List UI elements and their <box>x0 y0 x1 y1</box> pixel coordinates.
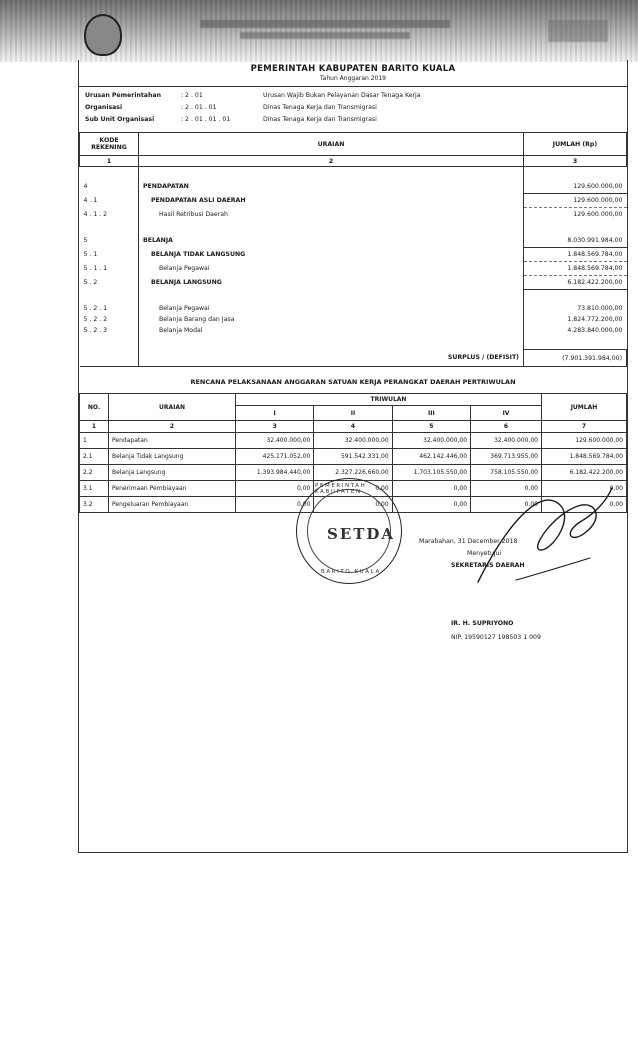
q4-value: 0,00 <box>471 481 542 497</box>
q4-value: 0,00 <box>471 497 542 513</box>
govt-title: PEMERINTAH KABUPATEN BARITO KUALA <box>250 64 456 74</box>
surplus-value: (7.901.391.984,00) <box>524 350 627 367</box>
total-value: 0,00 <box>542 481 627 497</box>
uraian: PENDAPATAN ASLI DAERAH <box>139 194 524 208</box>
col-number: 6 <box>471 421 542 433</box>
col-number: 1 <box>80 156 139 167</box>
col-header-jumlah: JUMLAH <box>542 394 627 421</box>
uraian: Belanja Modal <box>139 325 524 336</box>
rencana-title: RENCANA PELAKSANAAN ANGGARAN SATUAN KERJA PERANGKAT DAERAH PERTRIWULAN <box>190 378 516 386</box>
jumlah: 129.600.000,00 <box>573 211 623 218</box>
q4-value: 32.400.000,00 <box>471 433 542 449</box>
jumlah: 4.283.840.000,00 <box>567 327 623 334</box>
table-row <box>80 303 627 314</box>
col-number: 5 <box>392 421 470 433</box>
row-no: 1 <box>80 433 109 449</box>
row-no: 2.2 <box>80 465 109 481</box>
table-row <box>80 314 627 325</box>
q3-value: 0,00 <box>392 481 470 497</box>
q3-value: 0,00 <box>392 497 470 513</box>
official-seal <box>296 478 402 584</box>
jumlah: 8.030.991.984,00 <box>524 234 627 248</box>
row-uraian: Penerimaan Pembiayaan <box>109 481 236 497</box>
info-code: : 2 . 01 . 01 . 01 <box>181 116 231 123</box>
col-header-q3: III <box>392 406 470 421</box>
info-label: Urusan Pemerintahan <box>85 92 161 99</box>
kode: 5 . 2 . 1 <box>80 303 139 314</box>
info-label: Sub Unit Organisasi <box>85 116 155 123</box>
jumlah: 129.600.000,00 <box>524 194 627 208</box>
kode: 5 . 2 <box>80 276 139 290</box>
table-row <box>80 325 627 336</box>
fiscal-year: Tahun Anggaran 2019 <box>320 75 386 82</box>
document-page <box>78 60 628 853</box>
q3-value: 1.703.105.550,00 <box>392 465 470 481</box>
regency-logo <box>84 14 122 56</box>
row-uraian: Belanja Langsung <box>109 465 236 481</box>
uraian: BELANJA LANGSUNG <box>139 276 524 290</box>
uraian: Belanja Barang dan Jasa <box>139 314 524 325</box>
table-row <box>80 248 627 262</box>
col-header-uraian: URAIAN <box>139 133 524 156</box>
q1-value: 0,00 <box>236 497 314 513</box>
col-number: 3 <box>236 421 314 433</box>
q2-value: 591.542.331,00 <box>314 449 392 465</box>
kode: 4 <box>80 180 139 194</box>
row-no: 3.2 <box>80 497 109 513</box>
seal-bottom-text: BARITO KUALA <box>321 569 381 575</box>
row-uraian: Belanja Tidak Langsung <box>109 449 236 465</box>
col-number: 7 <box>542 421 627 433</box>
q4-value: 369.713.955,00 <box>471 449 542 465</box>
sign-approved: Menyetujui <box>467 550 502 557</box>
blurred-header-line <box>200 20 450 28</box>
info-label: Organisasi <box>85 104 123 111</box>
q3-value: 32.400.000,00 <box>392 433 470 449</box>
table-row <box>80 433 627 449</box>
col-header-q1: I <box>236 406 314 421</box>
jumlah: 1.848.569.784,00 <box>524 262 627 276</box>
jumlah: 6.182.422.200,00 <box>524 276 627 290</box>
total-value: 0,00 <box>542 497 627 513</box>
surplus-label: SURPLUS / (DEFISIT) <box>139 350 524 367</box>
blurred-header-line <box>240 32 410 39</box>
info-code: : 2 . 01 . 01 <box>181 104 217 111</box>
kode: 5 . 2 . 2 <box>80 314 139 325</box>
kode: 5 . 1 <box>80 248 139 262</box>
budget-summary-table <box>79 132 627 367</box>
kode: 5 . 1 . 1 <box>80 262 139 276</box>
seal-center-text: SETDA <box>327 525 396 543</box>
q3-value: 462.142.446,00 <box>392 449 470 465</box>
info-name: Urusan Wajib Bukan Pelayanan Dasar Tenaga Kerja <box>263 92 421 99</box>
seal-top-text: PEMERINTAH KABUPATEN <box>315 483 367 495</box>
kode: 5 <box>80 234 139 248</box>
q2-value: 32.400.000,00 <box>314 433 392 449</box>
q1-value: 425.171.052,00 <box>236 449 314 465</box>
col-number: 3 <box>524 156 627 167</box>
table-row <box>80 194 627 208</box>
col-header-uraian: URAIAN <box>109 394 236 421</box>
row-no: 2.1 <box>80 449 109 465</box>
col-header-triwulan: TRIWULAN <box>236 394 542 406</box>
uraian: PENDAPATAN <box>139 180 524 194</box>
handwritten-signature <box>468 462 618 594</box>
jumlah: 73.810.000,00 <box>577 305 623 312</box>
surplus-row <box>80 350 627 367</box>
uraian: BELANJA TIDAK LANGSUNG <box>139 248 524 262</box>
jumlah: 129.600.000,00 <box>524 180 627 194</box>
col-number: 4 <box>314 421 392 433</box>
q1-value: 1.393.984.440,00 <box>236 465 314 481</box>
kode: 5 . 2 . 3 <box>80 325 139 336</box>
q2-value: 0,00 <box>314 481 392 497</box>
info-name: Dinas Tenaga Kerja dan Transmigrasi <box>263 104 377 111</box>
kode: 4 . 1 <box>80 194 139 208</box>
q1-value: 32.400.000,00 <box>236 433 314 449</box>
table-row <box>80 234 627 248</box>
jumlah: 1.848.569.784,00 <box>524 248 627 262</box>
q1-value: 0,00 <box>236 481 314 497</box>
jumlah: 1.824.772.200,00 <box>567 316 623 323</box>
row-uraian: Pendapatan <box>109 433 236 449</box>
q4-value: 758.105.550,00 <box>471 465 542 481</box>
q2-value: 2.327.226.660,00 <box>314 465 392 481</box>
total-value: 6.182.422.200,00 <box>542 465 627 481</box>
total-value: 129.600.000,00 <box>542 433 627 449</box>
table-row <box>80 262 627 276</box>
uraian: BELANJA <box>139 234 524 248</box>
uraian: Belanja Pegawai <box>139 303 524 314</box>
uraian: Belanja Pegawai <box>139 262 524 276</box>
info-name: Dinas Tenaga Kerja dan Transmigrasi <box>263 116 377 123</box>
col-header-q2: II <box>314 406 392 421</box>
blurred-header-box <box>548 20 608 42</box>
table-row <box>80 276 627 290</box>
col-header-q4: IV <box>471 406 542 421</box>
row-no: 3.1 <box>80 481 109 497</box>
table-row <box>80 208 627 222</box>
divider <box>79 86 627 87</box>
col-header-no: NO. <box>80 394 109 421</box>
row-uraian: Pengeluaran Pembiayaan <box>109 497 236 513</box>
col-number: 2 <box>139 156 524 167</box>
uraian: Hasil Retribusi Daerah <box>139 208 524 222</box>
kode: 4 . 1 . 2 <box>80 208 139 222</box>
sign-nip: NIP. 19590127 198503 1 009 <box>451 634 541 641</box>
table-row <box>80 180 627 194</box>
total-value: 1.848.569.784,00 <box>542 449 627 465</box>
col-number: 2 <box>109 421 236 433</box>
col-number: 1 <box>80 421 109 433</box>
q2-value: 0,00 <box>314 497 392 513</box>
col-header-kode: KODE REKENING <box>80 133 139 156</box>
sign-position: SEKRETARIS DAERAH <box>451 562 525 569</box>
info-code: : 2 . 01 <box>181 92 203 99</box>
sign-place-date: Marabahan, 31 December 2018 <box>419 538 518 545</box>
col-header-jumlah: JUMLAH (Rp) <box>524 133 627 156</box>
sign-name: IR. H. SUPRIYONO <box>451 620 514 627</box>
